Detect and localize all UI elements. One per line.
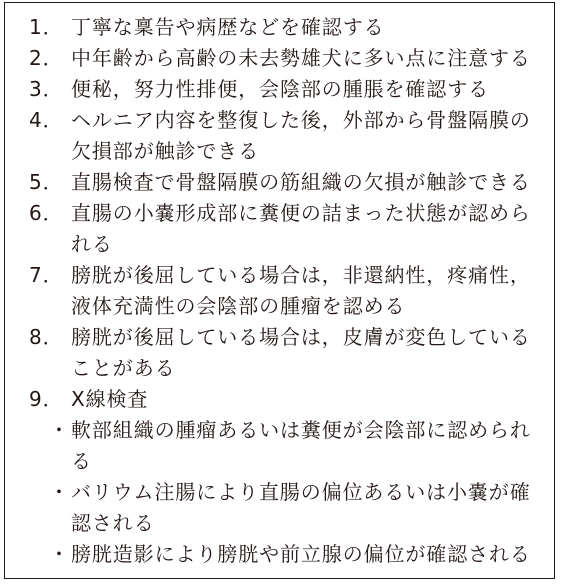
item-text: 液体充満性の会陰部の腫瘤を認める	[71, 294, 406, 318]
item-text: 中年齢から高齢の未去勢雄犬に多い点に注意する	[71, 46, 531, 70]
item-text: X線検査	[71, 387, 149, 411]
bullet-text: 膀胱造影により膀胱や前立腺の偏位が確認される	[71, 542, 531, 566]
bullet-mark: ・	[49, 542, 70, 566]
item-number: 1．	[29, 15, 64, 39]
bullet-text: 軟部組織の腫瘤あるいは糞便が会陰部に認められ	[71, 418, 531, 442]
item-number: 2．	[29, 46, 64, 70]
bullet-mark: ・	[49, 480, 70, 504]
item-text: 直腸検査で骨盤隔膜の筋組織の欠損が触診できる	[71, 170, 531, 194]
item-text: 膀胱が後屈している場合は，皮膚が変色している	[71, 325, 531, 349]
item-text: 丁寧な稟告や病歴などを確認する	[71, 15, 385, 39]
item-text: ヘルニア内容を整復した後，外部から骨盤隔膜の	[71, 108, 531, 132]
item-text: ことがある	[71, 356, 176, 380]
bullet-mark: ・	[49, 418, 70, 442]
item-number: 9．	[29, 387, 64, 411]
item-number: 3．	[29, 77, 64, 101]
item-number: 7．	[29, 263, 64, 287]
checklist-box	[4, 2, 555, 579]
item-number: 6．	[29, 201, 64, 225]
item-number: 8．	[29, 325, 64, 349]
bullet-text: る	[71, 449, 92, 473]
bullet-text: 認される	[71, 511, 155, 535]
item-number: 4．	[29, 108, 64, 132]
item-text: 膀胱が後屈している場合は，非還納性，疼痛性，	[71, 263, 531, 287]
item-text: 欠損部が触診できる	[71, 139, 260, 163]
item-text: れる	[71, 232, 113, 256]
bullet-text: バリウム注腸により直腸の偏位あるいは小嚢が確	[71, 480, 531, 504]
item-number: 5．	[29, 170, 64, 194]
item-text: 直腸の小嚢形成部に糞便の詰まった状態が認めら	[71, 201, 531, 225]
item-text: 便秘，努力性排便，会陰部の腫脹を確認する	[71, 77, 489, 101]
